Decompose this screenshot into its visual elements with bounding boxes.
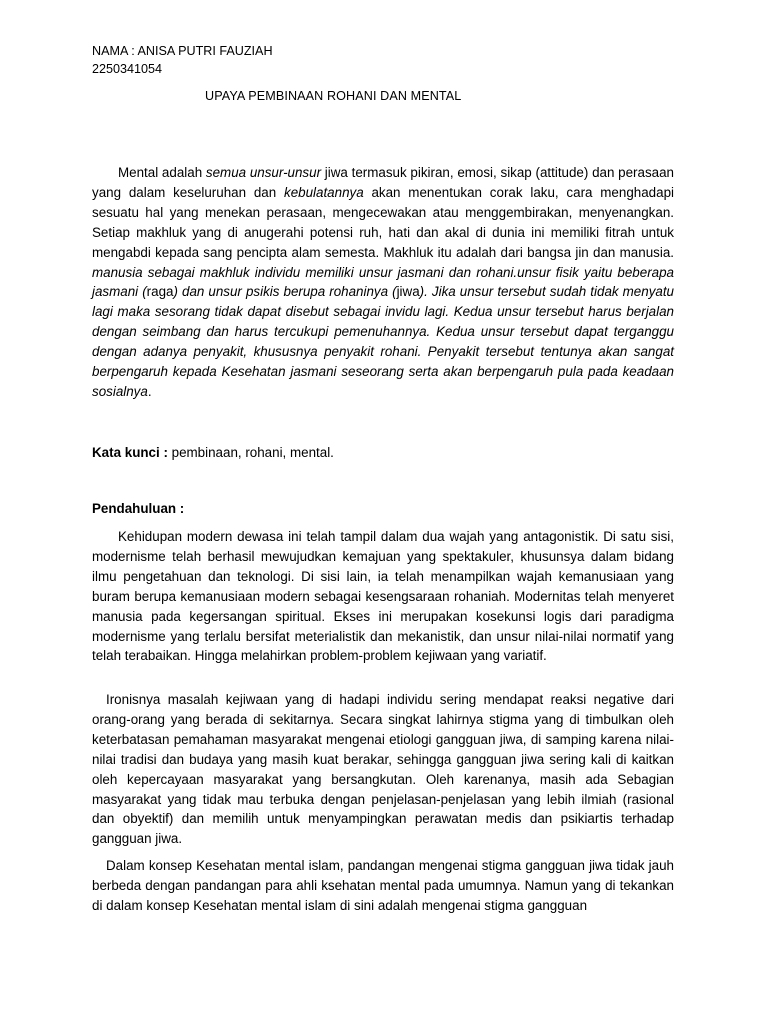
intro-paragraph-3: Dalam konsep Kesehatan mental islam, pandangan mengenai stigma gangguan jiwa tidak jauh berbeda dengan pandangan para ahli ksehatan mental pada umumnya. Namun yang di tekankan di dalam konsep Kesehatan mental islam di sini adalah mengenai stigma gangguan: [92, 858, 674, 913]
document-title: UPAYA PEMBINAAN ROHANI DAN MENTAL: [205, 89, 462, 103]
abstract-italic-text: manusia sebagai makhluk individu memiliki unsur jasmani dan rohani.unsur fisik yaitu beberapa jasmani (: [92, 264, 674, 300]
abstract-text: jiwa termasuk pikiran, emosi, sikap (attitude) dan perasaan yang dalam keseluruhan dan: [92, 165, 675, 200]
abstract-italic-text: semua unsur-unsur: [205, 165, 322, 180]
abstract-text: raga: [146, 284, 174, 300]
abstract-text: akan menentukan corak laku, cara menghadapi sesuatu hal yang menekan perasaan, mengecewakan atau menggembirakan, menyenangkan. Setiap makhluk yang di anugerahi potensi ruh, hati dan akal di dunia ini memiliki fitrah untuk mengabdi kepada sang pencipta alam semesta. Makhluk itu adalah dari bangsa jin dan manusia.: [92, 184, 674, 260]
abstract-italic-text: ) dan unsur psikis berupa rohaninya (: [173, 284, 397, 300]
intro-heading-text: Pendahuluan :: [92, 501, 185, 516]
abstract-text: .: [147, 383, 152, 399]
abstract-text: Mental adalah: [118, 165, 206, 180]
abstract-italic-text: ). Jika unsur tersebut sudah tidak menyatu lagi maka sesorang tidak dapat disebut sebagai invidu lagi. Kedua unsur tersebut harus berjalan dengan seimbang dan harus tercukupi pemenuhannya. Kedua unsur tersebut dapat terganggu dengan adanya penyakit, khususnya penyakit rohani. Penyakit tersebut tentunya akan sangat berpengaruh kepada Kesehatan jasmani seseorang serta akan berpengaruh pula pada keadaan sosialnya: [92, 284, 674, 399]
student-id: 2250341054: [92, 62, 163, 76]
abstract-paragraph: [92, 163, 674, 402]
keywords-label: Kata kunci :: [92, 445, 168, 460]
keywords-text: pembinaan, rohani, mental.: [167, 445, 334, 460]
intro-paragraph-2: Ironisnya masalah kejiwaan yang di hadapi individu sering mendapat reaksi negative dari orang-orang yang berada di sekitarnya. Secara singkat lahirnya stigma yang di timbulkan oleh keterbatasan pemahaman masyarakat mengenai etiologi gangguan jiwa, di samping karena nilai-nilai tradisi dan budaya yang masih kuat berakar, sehingga gangguan jiwa sering kali di kaitkan oleh kepercayaan masyarakat yang bersangkutan. Oleh karenanya, masih ada Sebagian masyarakat yang tidak mau terbuka dengan penjelasan-penjelasan yang lebih ilmiah (rasional dan obyektif) dan memilih untuk menyampingkan perawatan medis dan psikiartis terhadap gangguan jiwa.: [92, 692, 674, 847]
author-header: [92, 42, 273, 78]
intro-paragraph-1: Kehidupan modern dewasa ini telah tampil dalam dua wajah yang antagonistik. Di satu sisi, modernisme telah berhasil mewujudkan kemajuan yang spektakuler, khusunsya dalam bidang ilmu pengetahuan dan teknologi. Di sisi lain, ia telah menampilkan wajah kemanusiaan yang buram berupa kemanusiaan modern sebagai kesengsaraan rohaniah. Modernitas telah menyeret manusia pada kegersangan spiritual. Ekses ini merupakan kosekunsi logis dari paradigma modernisme yang terlalu bersifat meterialistik dan mekanistik, dan unsur nilai-nilai normatif yang telah terabaikan. Hingga melahirkan problem-problem kejiwaan yang variatif.: [92, 529, 674, 664]
abstract-text: jiwa: [396, 284, 420, 300]
abstract-italic-text: kebulatannya: [284, 184, 364, 200]
intro-heading: [92, 499, 184, 519]
keywords-line: [92, 443, 334, 463]
author-name: NAMA : ANISA PUTRI FAUZIAH: [92, 44, 273, 58]
